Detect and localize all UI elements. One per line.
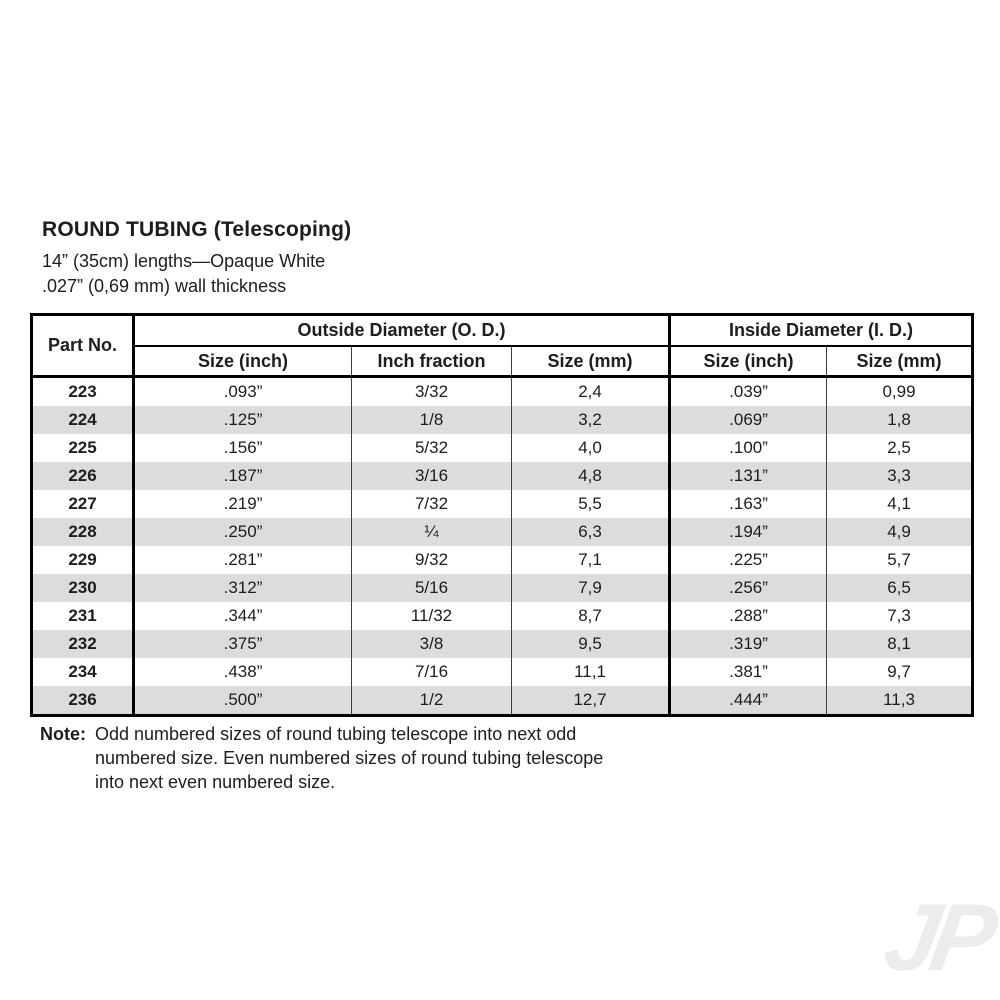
table-cell: 0,99 [827, 377, 973, 407]
table-cell: .219” [134, 490, 352, 518]
table-cell: 9,7 [827, 658, 973, 686]
table-cell: .288” [670, 602, 827, 630]
table-cell: 224 [68, 410, 97, 429]
title-block [42, 218, 351, 299]
column-header-part-no: Part No. [32, 315, 134, 377]
table-cell: 7/16 [352, 658, 512, 686]
jp-logo-watermark: JP [876, 885, 998, 991]
table-cell: 7,3 [827, 602, 973, 630]
table-cell: 3/32 [352, 377, 512, 407]
table-cell: 8,7 [512, 602, 670, 630]
column-header-od-size-mm: Size (mm) [512, 346, 670, 377]
table-cell: 11,1 [512, 658, 670, 686]
table-cell: 234 [68, 662, 97, 681]
table-row [32, 462, 973, 490]
table-cell: 4,0 [512, 434, 670, 462]
table-cell: .444” [670, 686, 827, 716]
table-cell: 3,3 [827, 462, 973, 490]
table-cell: 2,5 [827, 434, 973, 462]
table-cell: 11/32 [352, 602, 512, 630]
table-cell: 9/32 [352, 546, 512, 574]
table-cell: 225 [68, 438, 97, 457]
table-cell: 4,8 [512, 462, 670, 490]
table-sub-header-row [32, 346, 973, 377]
group-header-outside-diameter: Outside Diameter (O. D.) [134, 315, 670, 347]
table-cell: .069” [670, 406, 827, 434]
table-cell: .319” [670, 630, 827, 658]
table-cell: 228 [68, 522, 97, 541]
table-cell: 5/16 [352, 574, 512, 602]
table-cell: 5,7 [827, 546, 973, 574]
table-cell: 227 [68, 494, 97, 513]
table-cell: 12,7 [512, 686, 670, 716]
tubing-table-body [32, 377, 973, 716]
table-cell: .381” [670, 658, 827, 686]
table-cell: .250” [134, 518, 352, 546]
note-line: numbered size. Even numbered sizes of round tubing telescope [95, 748, 604, 768]
table-cell: 236 [68, 690, 97, 709]
tubing-size-table [30, 313, 974, 717]
table-row [32, 658, 973, 686]
table-cell: .131” [670, 462, 827, 490]
table-cell: .125” [134, 406, 352, 434]
table-row [32, 490, 973, 518]
table-cell: 7,9 [512, 574, 670, 602]
table-cell: ¼ [352, 518, 512, 546]
table-cell: 7/32 [352, 490, 512, 518]
column-header-id-size-inch: Size (inch) [670, 346, 827, 377]
table-cell: .187” [134, 462, 352, 490]
table-cell: .281” [134, 546, 352, 574]
table-row [32, 630, 973, 658]
subtitle-wall-thickness: .027” (0,69 mm) wall thickness [42, 276, 287, 296]
table-row [32, 686, 973, 716]
table-cell: 3/16 [352, 462, 512, 490]
table-cell: 3/8 [352, 630, 512, 658]
table-row [32, 602, 973, 630]
note-block [40, 722, 603, 794]
table-cell: .100” [670, 434, 827, 462]
subtitle-lengths: 14” (35cm) lengths—Opaque White [42, 251, 326, 271]
table-cell: .225” [670, 546, 827, 574]
note-label: Note: [40, 724, 86, 744]
table-group-header-row [32, 315, 973, 347]
table-cell: 6,3 [512, 518, 670, 546]
table-cell: 231 [68, 606, 97, 625]
table-cell: 2,4 [512, 377, 670, 407]
table-cell: 4,9 [827, 518, 973, 546]
column-header-id-size-mm: Size (mm) [827, 346, 973, 377]
page-title: ROUND TUBING (Telescoping) [42, 218, 352, 241]
table-cell: 1,8 [827, 406, 973, 434]
note-line: into next even numbered size. [95, 772, 336, 792]
table-cell: 7,1 [512, 546, 670, 574]
table-cell: 5/32 [352, 434, 512, 462]
table-cell: .344” [134, 602, 352, 630]
table-row [32, 377, 973, 407]
table-cell: 1/8 [352, 406, 512, 434]
table-cell: 11,3 [827, 686, 973, 716]
table-cell: .500” [134, 686, 352, 716]
table-row [32, 574, 973, 602]
table-cell: 229 [68, 550, 97, 569]
table-row [32, 406, 973, 434]
table-cell: 4,1 [827, 490, 973, 518]
table-cell: 6,5 [827, 574, 973, 602]
table-cell: .039” [670, 377, 827, 407]
column-header-od-inch-fraction: Inch fraction [352, 346, 512, 377]
table-cell: .194” [670, 518, 827, 546]
table-cell: 1/2 [352, 686, 512, 716]
table-cell: .256” [670, 574, 827, 602]
table-cell: 8,1 [827, 630, 973, 658]
table-row [32, 546, 973, 574]
column-header-od-size-inch: Size (inch) [134, 346, 352, 377]
table-cell: 3,2 [512, 406, 670, 434]
table-cell: .163” [670, 490, 827, 518]
note-text [95, 722, 603, 794]
table-cell: .375” [134, 630, 352, 658]
table-cell: .312” [134, 574, 352, 602]
group-header-inside-diameter: Inside Diameter (I. D.) [670, 315, 973, 347]
table-cell: 9,5 [512, 630, 670, 658]
table-cell: .093” [134, 377, 352, 407]
table-row [32, 434, 973, 462]
table-cell: .156” [134, 434, 352, 462]
table-cell: 232 [68, 634, 97, 653]
table-cell: 223 [68, 382, 97, 401]
table-cell: 230 [68, 578, 97, 597]
table-cell: 5,5 [512, 490, 670, 518]
note-line: Odd numbered sizes of round tubing telescope into next odd [95, 724, 577, 744]
table-row [32, 518, 973, 546]
table-cell: 226 [68, 466, 97, 485]
table-cell: .438” [134, 658, 352, 686]
